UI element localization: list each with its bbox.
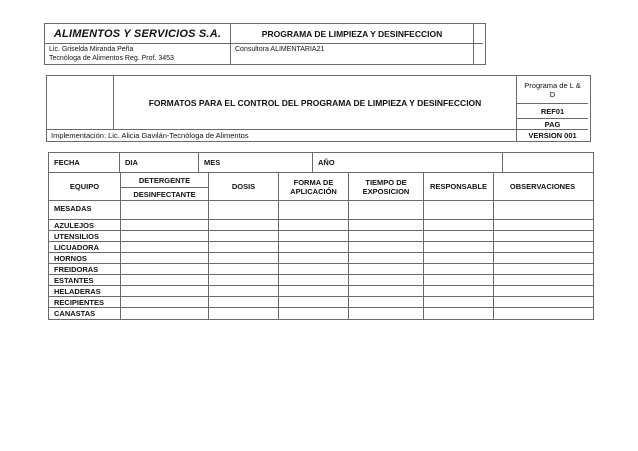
- empty-cell: [423, 242, 493, 252]
- empty-cell: [493, 220, 591, 230]
- empty-cell: [120, 201, 208, 219]
- consultant-name: Consultora ALIMENTARIA21: [230, 43, 473, 64]
- empty-cell: [493, 201, 591, 219]
- detergente-desinfectante-header: [120, 173, 208, 200]
- program-ld-label: Programa de L & D: [516, 76, 588, 103]
- empty-cell: [423, 220, 493, 230]
- empty-cell: [423, 308, 493, 319]
- empty-cell: [348, 297, 423, 307]
- empty-cell: [493, 297, 591, 307]
- ref-label: REF01: [516, 103, 588, 118]
- equipment-rows: [49, 201, 593, 319]
- author-block: [45, 43, 230, 64]
- empty-cell: [473, 43, 483, 64]
- responsable-header: RESPONSABLE: [423, 173, 493, 200]
- empty-cell: [278, 231, 348, 241]
- desinfectante-header: DESINFECTANTE: [133, 189, 196, 199]
- empty-cell: [278, 201, 348, 219]
- pag-label: PAG: [516, 118, 588, 129]
- empty-cell: [423, 264, 493, 274]
- table-row: [49, 220, 593, 231]
- table-row: [49, 308, 593, 319]
- equipment-label: UTENSILIOS: [54, 231, 100, 241]
- company-name: ALIMENTOS Y SERVICIOS S.A.: [53, 27, 222, 40]
- equipment-label: FREIDORAS: [54, 264, 99, 274]
- equipment-label: CANASTAS: [54, 309, 96, 318]
- empty-cell: [208, 231, 278, 241]
- table-row: [49, 297, 593, 308]
- table-row: [49, 286, 593, 297]
- empty-cell: [423, 275, 493, 285]
- empty-cell: [120, 264, 208, 274]
- empty-cell: [278, 275, 348, 285]
- empty-cell: [120, 308, 208, 319]
- empty-cell: [493, 253, 591, 263]
- empty-cell: [348, 275, 423, 285]
- equipment-label: ESTANTES: [54, 275, 94, 285]
- implementation-note: Implementación: Lic. Alicia Gavilán-Tecnóloga de Alimentos: [47, 129, 516, 141]
- equipo-header: EQUIPO: [69, 182, 100, 191]
- table-row: [49, 242, 593, 253]
- empty-cell: [208, 308, 278, 319]
- empty-cell: [278, 297, 348, 307]
- version-label: VERSION 001: [516, 129, 588, 141]
- empty-cell: [493, 264, 591, 274]
- form-header-row: [49, 173, 593, 201]
- author-credentials: Tecnóloga de Alimentos Reg. Prof. 3453: [49, 55, 174, 62]
- dosis-header: DOSIS: [208, 173, 278, 200]
- empty-cell: [502, 153, 591, 172]
- tiempo-exposicion-header: TIEMPO DE EXPOSICION: [348, 173, 423, 200]
- equipment-label: LICUADORA: [54, 242, 99, 252]
- empty-cell: [208, 286, 278, 296]
- empty-cell: [473, 24, 483, 43]
- ano-label: AÑO: [312, 153, 502, 172]
- empty-cell: [493, 242, 591, 252]
- empty-cell: [47, 76, 113, 129]
- fecha-label: FECHA: [54, 158, 80, 167]
- table-row: [49, 275, 593, 286]
- empty-cell: [278, 242, 348, 252]
- cleaning-form-table: [48, 152, 594, 320]
- empty-cell: [493, 308, 591, 319]
- forma-aplicacion-header: FORMA DE APLICACIÓN: [278, 173, 348, 200]
- empty-cell: [120, 242, 208, 252]
- equipment-label: MESADAS: [54, 204, 92, 213]
- empty-cell: [120, 286, 208, 296]
- empty-cell: [278, 286, 348, 296]
- empty-cell: [208, 297, 278, 307]
- empty-cell: [208, 253, 278, 263]
- table-row: [49, 253, 593, 264]
- empty-cell: [348, 231, 423, 241]
- empty-cell: [208, 264, 278, 274]
- dia-label: DIA: [119, 153, 198, 172]
- empty-cell: [493, 286, 591, 296]
- empty-cell: [278, 308, 348, 319]
- empty-cell: [208, 242, 278, 252]
- empty-cell: [423, 201, 493, 219]
- empty-cell: [208, 275, 278, 285]
- empty-cell: [278, 220, 348, 230]
- header-table: [44, 23, 486, 65]
- equipment-label: HELADERAS: [54, 286, 101, 296]
- observaciones-header: OBSERVACIONES: [493, 173, 591, 200]
- empty-cell: [348, 286, 423, 296]
- mes-label: MES: [198, 153, 312, 172]
- table-row: [49, 231, 593, 242]
- empty-cell: [348, 264, 423, 274]
- author-name: Lic. Griselda Miranda Peña: [49, 46, 134, 53]
- empty-cell: [120, 297, 208, 307]
- equipment-label: AZULEJOS: [54, 220, 95, 230]
- empty-cell: [278, 253, 348, 263]
- equipment-label: RECIPIENTES: [54, 297, 105, 307]
- empty-cell: [423, 231, 493, 241]
- equipment-label: HORNOS: [54, 253, 87, 263]
- empty-cell: [423, 286, 493, 296]
- empty-cell: [120, 275, 208, 285]
- empty-cell: [493, 275, 591, 285]
- empty-cell: [348, 253, 423, 263]
- empty-cell: [348, 308, 423, 319]
- empty-cell: [278, 264, 348, 274]
- empty-cell: [348, 201, 423, 219]
- table-row: [49, 201, 593, 220]
- empty-cell: [348, 220, 423, 230]
- empty-cell: [208, 201, 278, 219]
- empty-cell: [423, 253, 493, 263]
- table-row: [49, 264, 593, 275]
- empty-cell: [423, 297, 493, 307]
- control-table: [46, 75, 591, 142]
- empty-cell: [120, 253, 208, 263]
- empty-cell: [208, 220, 278, 230]
- empty-cell: [120, 220, 208, 230]
- control-title: FORMATOS PARA EL CONTROL DEL PROGRAMA DE LIMPIEZA Y DESINFECCION: [113, 76, 516, 129]
- empty-cell: [493, 231, 591, 241]
- empty-cell: [120, 231, 208, 241]
- empty-cell: [348, 242, 423, 252]
- program-title: PROGRAMA DE LIMPIEZA Y DESINFECCION: [230, 24, 473, 43]
- date-row: [49, 153, 593, 173]
- detergente-header: DETERGENTE: [121, 173, 208, 188]
